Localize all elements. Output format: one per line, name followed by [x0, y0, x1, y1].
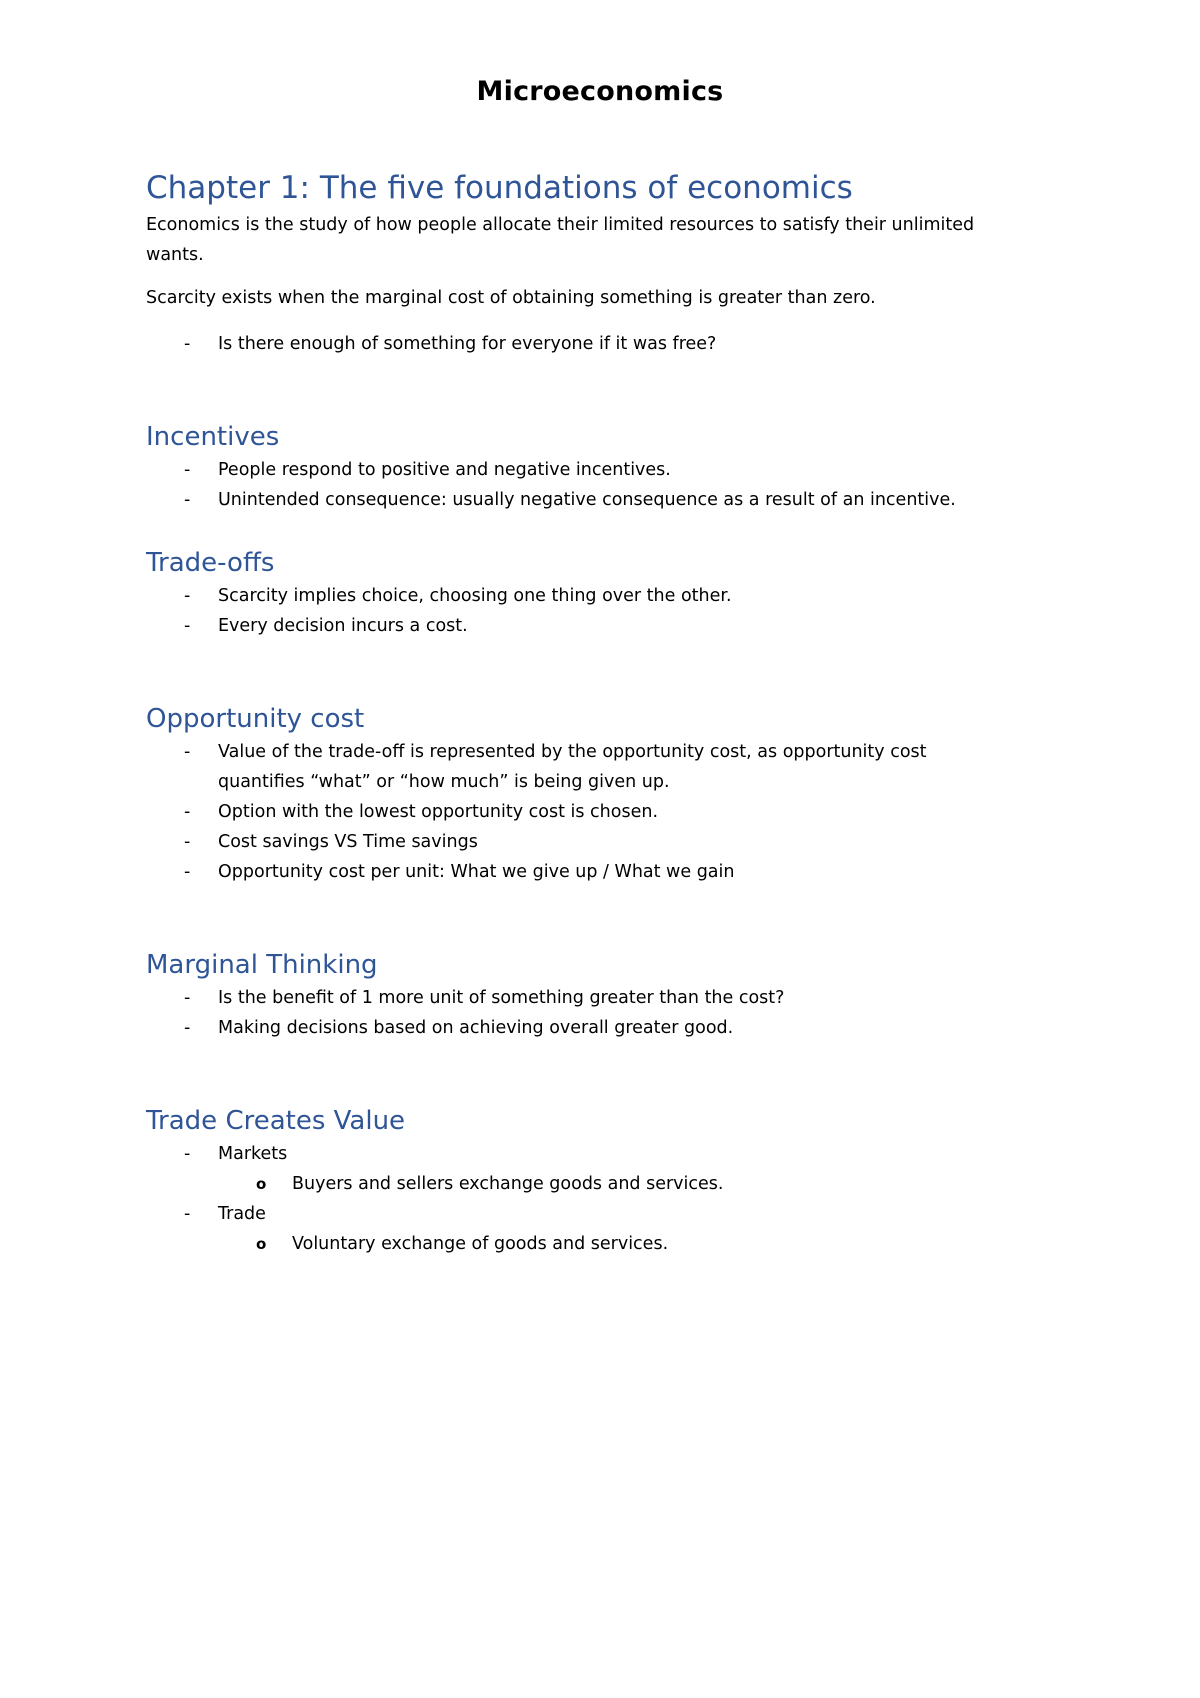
opportunity-cost-bullet-list — [146, 737, 1066, 887]
sub-bullet-text: Voluntary exchange of goods and services. — [292, 1234, 669, 1254]
markets-sub-list — [146, 1169, 1066, 1199]
dash-marker: - — [184, 862, 191, 882]
dash-marker: - — [184, 832, 191, 852]
intro-paragraph-2: Scarcity exists when the marginal cost of obtaining something is greater than zero. — [146, 288, 876, 308]
bullet-text: Option with the lowest opportunity cost is chosen. — [218, 802, 659, 822]
bullet-text: Markets — [218, 1144, 288, 1164]
chapter-heading: Chapter 1: The five foundations of economics — [146, 170, 853, 206]
marginal-thinking-bullet-list — [146, 983, 1066, 1043]
list-item — [146, 857, 1066, 887]
list-item — [146, 1013, 1066, 1043]
bullet-text: Is the benefit of 1 more unit of something greater than the cost? — [218, 988, 785, 1008]
bullet-text: Is there enough of something for everyone if it was free? — [218, 334, 717, 354]
dash-marker: - — [184, 460, 191, 480]
list-item — [146, 797, 1066, 827]
section-heading-trade-offs: Trade-offs — [146, 548, 275, 578]
dash-marker: - — [184, 802, 191, 822]
circle-marker: o — [256, 1235, 267, 1253]
dash-marker: - — [184, 1144, 191, 1164]
list-item — [146, 611, 1066, 641]
trade-sub-list — [146, 1229, 1066, 1259]
list-item — [146, 329, 1066, 359]
list-item — [146, 737, 998, 797]
dash-marker: - — [184, 586, 191, 606]
list-item — [146, 1139, 1066, 1169]
section-heading-opportunity-cost: Opportunity cost — [146, 704, 365, 734]
bullet-text: Unintended consequence: usually negative consequence as a result of an incentive. — [218, 490, 956, 510]
document-title: Microeconomics — [476, 76, 724, 107]
list-item — [146, 983, 1066, 1013]
dash-marker: - — [184, 742, 191, 762]
list-item — [146, 827, 1066, 857]
section-heading-incentives: Incentives — [146, 422, 280, 452]
circle-marker: o — [256, 1175, 267, 1193]
bullet-text: Cost savings VS Time savings — [218, 832, 478, 852]
trade-creates-value-bullet-list — [146, 1139, 1066, 1169]
sub-list-item — [146, 1169, 1066, 1199]
section-heading-trade-creates-value: Trade Creates Value — [146, 1106, 406, 1136]
intro-paragraph-1: Economics is the study of how people allocate their limited resources to satisfy their unlimited wants. — [146, 215, 975, 265]
dash-marker: - — [184, 1018, 191, 1038]
bullet-text: Value of the trade-off is represented by the opportunity cost, as opportunity cost quantifies “what” or “how much” is being given up. — [218, 742, 927, 792]
section-heading-marginal-thinking: Marginal Thinking — [146, 950, 378, 980]
list-item — [146, 1199, 1066, 1229]
sub-list-item — [146, 1229, 1066, 1259]
bullet-text: Trade — [218, 1204, 266, 1224]
bullet-text: Making decisions based on achieving overall greater good. — [218, 1018, 734, 1038]
list-item — [146, 485, 1066, 515]
list-item — [146, 455, 1066, 485]
trade-bullet-list — [146, 1199, 1066, 1229]
bullet-text: Scarcity implies choice, choosing one thing over the other. — [218, 586, 732, 606]
intro-bullet-list — [146, 329, 1066, 359]
trade-offs-bullet-list — [146, 581, 1066, 641]
dash-marker: - — [184, 334, 191, 354]
sub-bullet-text: Buyers and sellers exchange goods and services. — [292, 1174, 724, 1194]
dash-marker: - — [184, 988, 191, 1008]
dash-marker: - — [184, 616, 191, 636]
dash-marker: - — [184, 1204, 191, 1224]
bullet-text: Opportunity cost per unit: What we give up / What we gain — [218, 862, 735, 882]
bullet-text: People respond to positive and negative incentives. — [218, 460, 671, 480]
dash-marker: - — [184, 490, 191, 510]
incentives-bullet-list — [146, 455, 1066, 515]
list-item — [146, 581, 1066, 611]
bullet-text: Every decision incurs a cost. — [218, 616, 468, 636]
document-body — [146, 166, 1066, 1259]
